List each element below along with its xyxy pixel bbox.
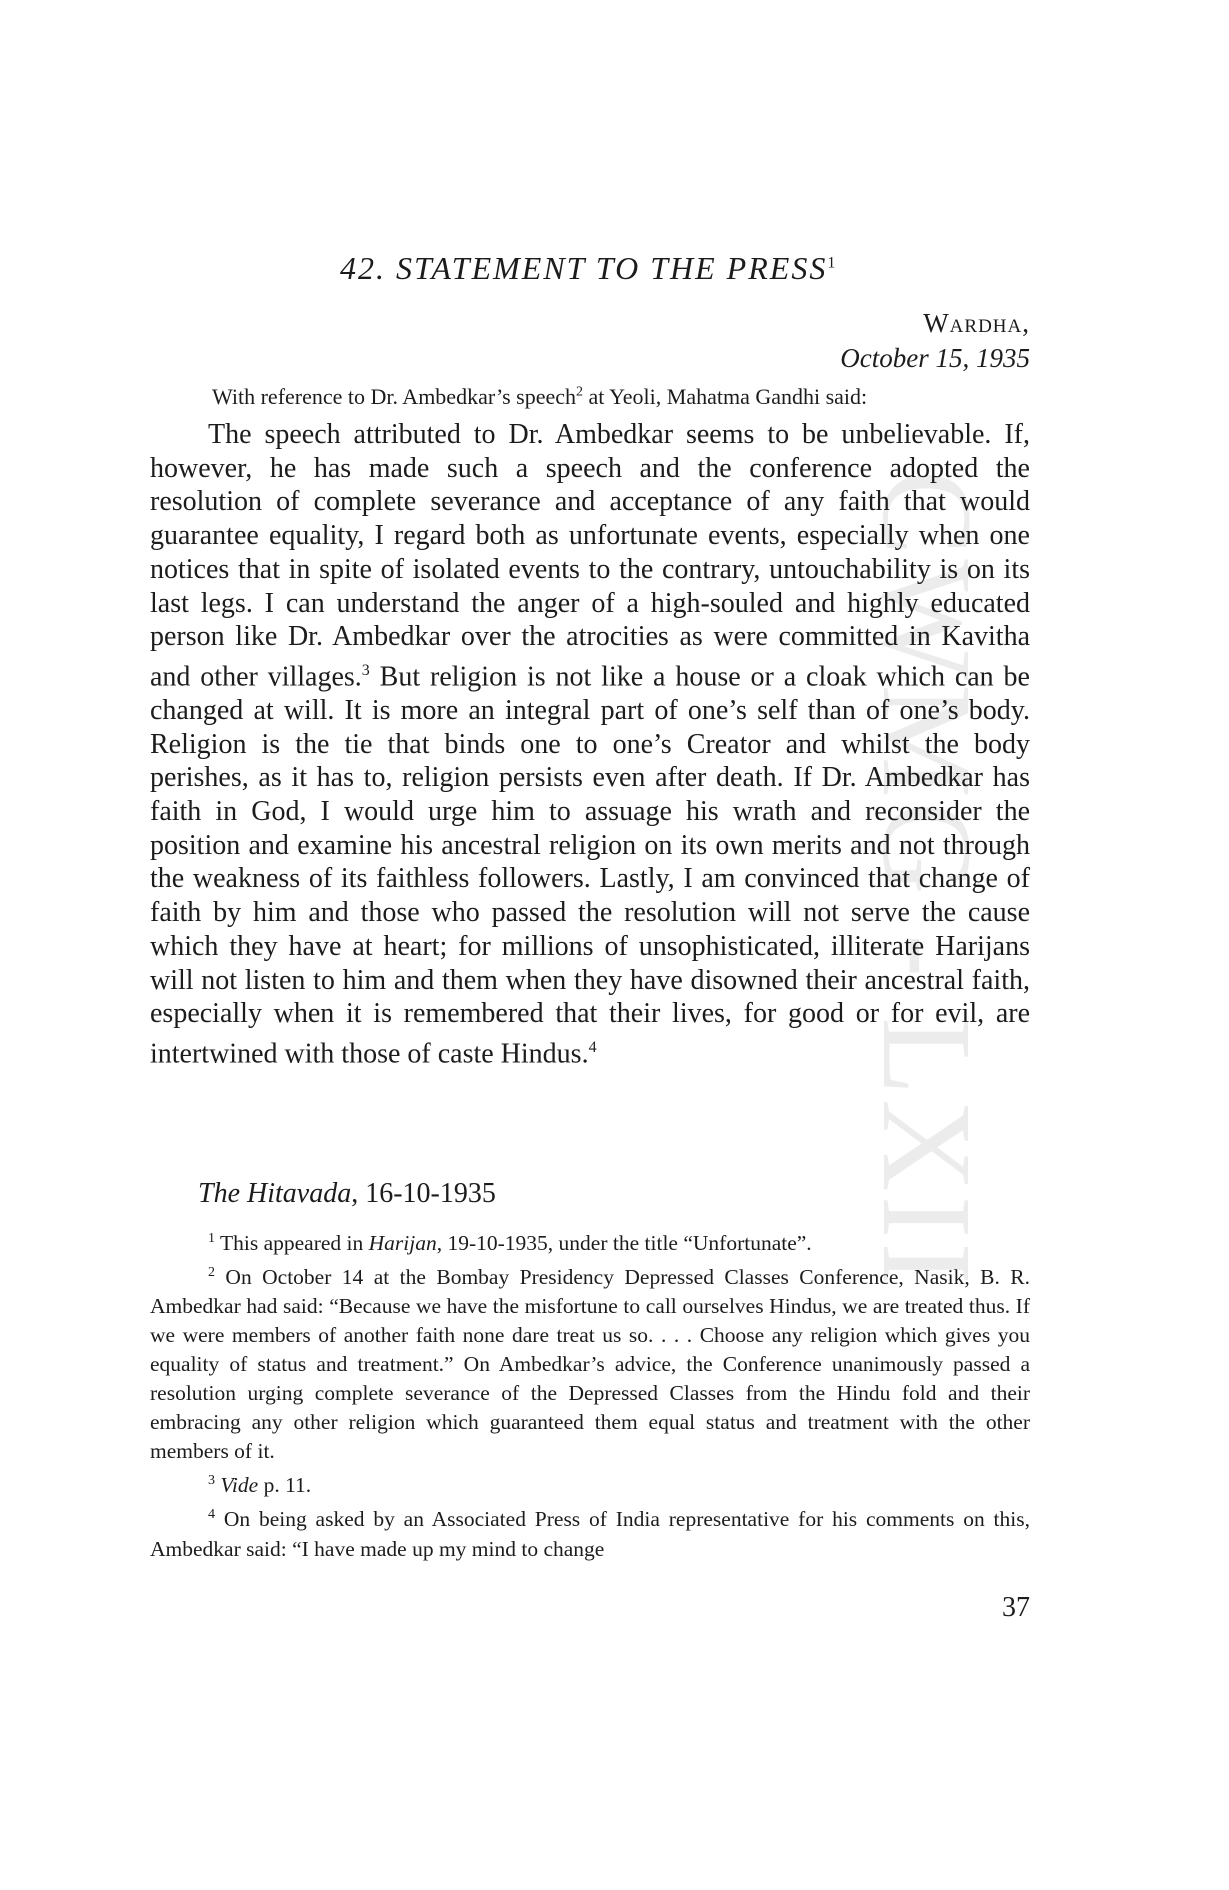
footnote-3: $^3$ Vide p. 11. xyxy=(208,1473,312,1498)
watermark: CWMG - LXII xyxy=(856,470,998,1289)
intro-line: With reference to Dr. Ambedkar’s speech$^2$ at Yeoli, Mahatma Gandhi said: xyxy=(212,384,868,409)
title-footnote-ref[interactable]: 1 xyxy=(827,254,838,272)
source-citation xyxy=(198,1178,496,1210)
statement-body xyxy=(150,418,1030,1071)
page-number: 37 xyxy=(1002,1592,1030,1623)
source-publication: The Hitavada xyxy=(198,1178,352,1209)
statement-footnote-ref-4[interactable]: 4 xyxy=(588,1038,597,1056)
footnotes xyxy=(150,1224,1030,1564)
intro-footnote-ref[interactable]: 2 xyxy=(576,384,584,400)
footnote-4: $^4$ On being asked by an Associated Press of India representative for his comments on this, Ambedkar said: “I have made up my mind to change xyxy=(150,1507,1030,1561)
dateline-place: Wardha, xyxy=(923,308,1030,338)
source-date: , 16-10-1935 xyxy=(351,1178,496,1209)
footnote-2: $^2$ On October 14 at the Bombay Presidency Depressed Classes Conference, Nasik, B. R. Ambedkar had said: “Because we have the misfortune to call ourselves Hindus, we are treated thus. If we were members of another faith none dare treat us so. . . . Choose any religion which gives you equality of status and treatment.” On Ambedkar’s advice, the Conference unanimously passed a resolution urging complete severance of the Depressed Classes from the Hindu fold and their embracing any other religion which guaranteed them equal status and treatment with the other members of it. xyxy=(150,1265,1030,1464)
statement-footnote-ref-3[interactable]: 3 xyxy=(361,661,370,679)
document-title-text: STATEMENT TO THE PRESS xyxy=(396,250,828,286)
document-title xyxy=(340,250,837,287)
document-number: 42. xyxy=(340,250,386,286)
footnote-1: $^1$ This appeared in Harijan, 19-10-1935, under the title “Unfortunate”. xyxy=(208,1231,812,1256)
statement-paragraph: The speech attributed to Dr. Ambedkar seems to be unbelievable. If, however, he has made such a speech and the conference adopted the resolution of complete severance and acceptance of any faith that would guarantee equality, I regard both as unfortunate events, especially when one notices that in spite of isolated events to the contrary, untouchability is on its last legs. I can understand the anger of a high-souled and highly educated person like Dr. Ambedkar over the atrocities as were committed in Kavitha and other villages.$^3$ But religion is not like a house or a cloak which can be changed at will. It is more an integral part of one’s self than of one’s body. Religion is the tie that binds one to one’s Creator and whilst the body perishes, as it has to, religion persists even after death. If Dr. Ambedkar has faith in God, I would urge him to assuage his wrath and reconsider the position and examine his ancestral religion on its own merits and not through the weakness of its faithless followers. Lastly, I am convinced that change of faith by him and those who passed the resolution will not serve the cause which they have at heart; for millions of unsophisticated, illiterate Harijans will not listen to him and them when they have disowned their ancestral faith, especially when it is remembered that their lives, for good or for evil, are intertwined with those of caste Hindus.$^4$ xyxy=(150,419,1030,1070)
dateline-date: October 15, 1935 xyxy=(840,343,1030,373)
